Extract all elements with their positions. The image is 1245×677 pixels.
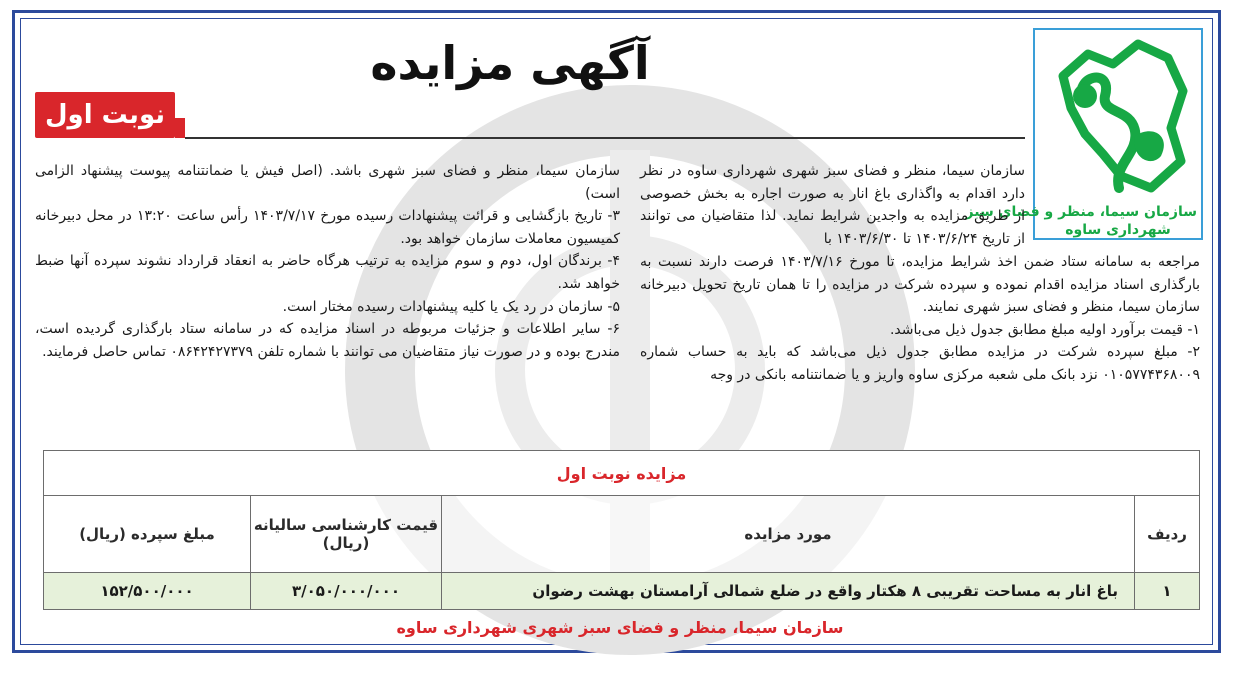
deposit-note: سازمان سیما، منظر و فضای سبز شهری باشد. (اصل فیش یا ضمانتنامه پیوست پیشنهاد الزامی است) bbox=[35, 163, 620, 202]
body-left bbox=[35, 160, 620, 363]
badge-tab bbox=[175, 118, 185, 138]
auction-table bbox=[43, 450, 1200, 610]
title-divider bbox=[185, 137, 1025, 139]
logo bbox=[965, 28, 1203, 240]
intro-paragraph: سازمان سیما، منظر و فضای سبز شهری شهرداری ساوه در نظر دارد اقدام به واگذاری باغ انار به صورت اجاره به بخش خصوصی از طریق مزایده به واجدین شرایط نماید. لذا متقاضیان می توانند از تاریخ ۱۴۰۳/۶/۲۴ تا ۱۴۰۳/۶/۳۰ با bbox=[640, 163, 1025, 247]
condition-2: ۲- مبلغ سپرده شرکت در مزایده مطابق جدول ذیل می‌باشد که باید به حساب شماره ۰۱۰۵۷۷۴۳۶۸۰۰۹ نزد بانک ملی شعبه مرکزی ساوه واریز و یا ضمانتنامه بانکی در وجه bbox=[640, 344, 1200, 383]
condition-3: ۳- تاریخ بازگشایی و قرائت پیشنهادات رسیده مورخ ۱۴۰۳/۷/۱۷ رأس ساعت ۱۳:۲۰ در محل دبیرخانه کمیسیون معاملات سازمان خواهد بود. bbox=[35, 208, 621, 247]
footer-org: سازمان سیما، منظر و فضای سبز شهری شهرداری ساوه bbox=[396, 618, 844, 637]
cell-price: ۳/۰۵۰/۰۰۰/۰۰۰ bbox=[251, 573, 442, 610]
logo-line-1: سازمان سیما، منظر و فضای سبز bbox=[965, 204, 1197, 220]
intro-continued: مراجعه به سامانه ستاد ضمن اخذ شرایط مزایده، تا مورخ ۱۴۰۳/۷/۱۶ فرصت دارند نسبت به بارگذاری اسناد مزایده اقدام نموده و سپرده شرکت در مزایده را تا همان تاریخ تحویل دبیرخانه سازمان سیما، منظر و فضای سبز شهری نمایند. bbox=[640, 254, 1201, 316]
table-header-row bbox=[44, 496, 1200, 573]
page-title: آگهی مزایده bbox=[370, 36, 650, 90]
body-right-top bbox=[640, 160, 1025, 250]
body-right-bottom bbox=[640, 251, 1200, 387]
cell-subject: باغ انار به مساحت تقریبی ۸ هکتار واقع در ضلع شمالی آرامستان بهشت رضوان bbox=[442, 573, 1135, 610]
condition-5: ۵- سازمان در رد یک یا کلیه پیشنهادات رسیده مختار است. bbox=[282, 298, 620, 315]
header-subject: مورد مزایده bbox=[442, 496, 1135, 573]
green-space-logo-icon bbox=[1043, 36, 1193, 206]
header-row-no: ردیف bbox=[1135, 496, 1200, 573]
cell-row-no: ۱ bbox=[1135, 573, 1200, 610]
header-deposit: مبلغ سپرده (ریال) bbox=[44, 496, 251, 573]
header-price: قیمت کارشناسی سالیانه (ریال) bbox=[251, 496, 442, 573]
round-badge: نوبت اول bbox=[35, 92, 175, 138]
table-row bbox=[44, 573, 1200, 610]
cell-deposit: ۱۵۲/۵۰۰/۰۰۰ bbox=[44, 573, 251, 610]
table-caption: مزایده نوبت اول bbox=[44, 451, 1200, 496]
condition-6: ۶- سایر اطلاعات و جزئیات مربوطه در اسناد مزایده که در سامانه ستاد بارگذاری گردیده است، مندرج بوده و در صورت نیاز متقاضیان می توانند با شماره تلفن ۰۸۶۴۲۴۲۷۳۷۹ تماس حاصل فرمایند. bbox=[35, 321, 620, 360]
condition-1: ۱- قیمت برآورد اولیه مبلغ مطابق جدول ذیل می‌باشد. bbox=[889, 321, 1200, 338]
condition-4: ۴- برندگان اول، دوم و سوم مزایده به ترتیب هرگاه حاضر به انعقاد قرارداد نشوند سپرده آنها ضبط خواهد شد. bbox=[35, 253, 620, 292]
logo-line-2: شهرداری ساوه bbox=[1065, 222, 1171, 238]
